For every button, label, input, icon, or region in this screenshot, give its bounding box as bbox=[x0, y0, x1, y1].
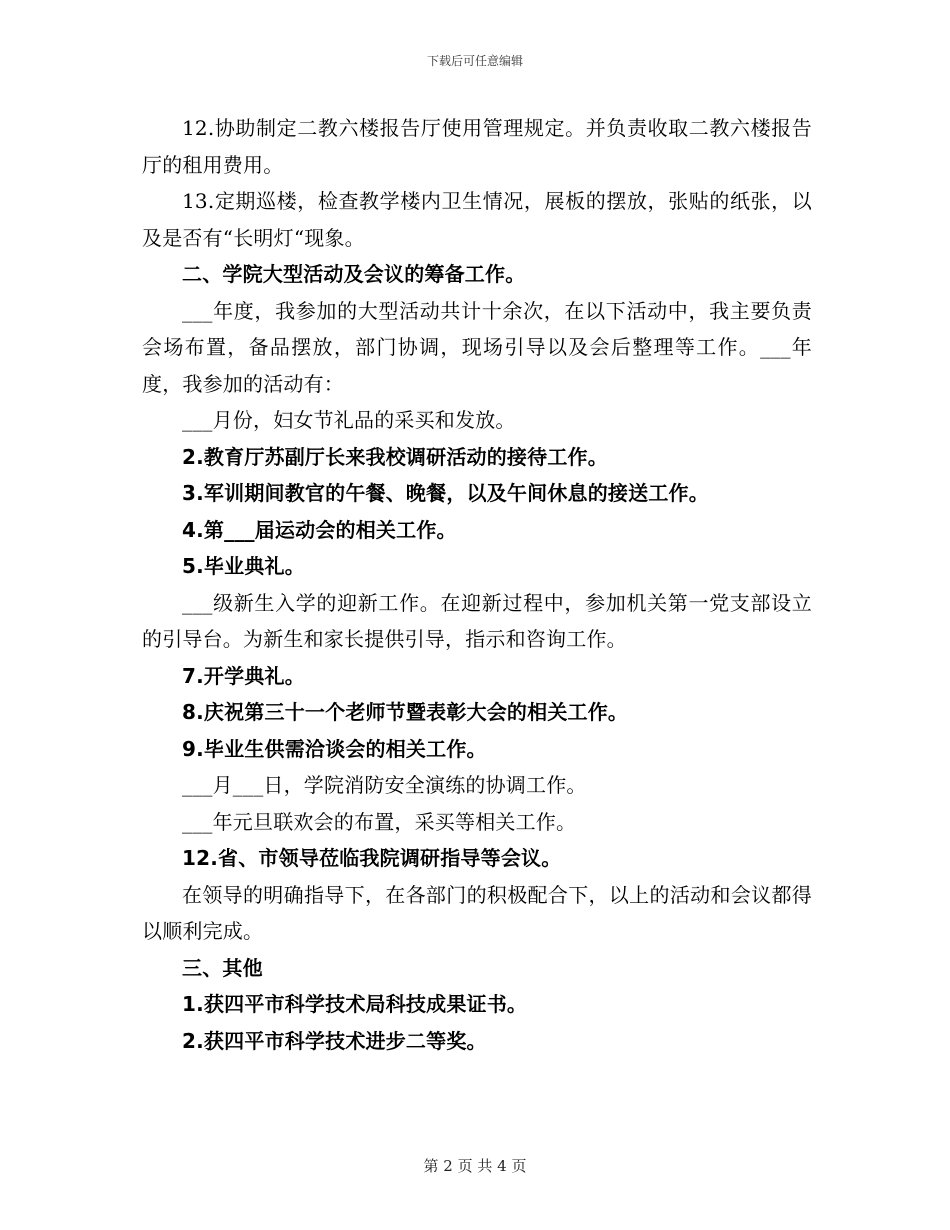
section-heading-2: 二、学院大型活动及会议的筹备工作。 bbox=[182, 262, 526, 286]
award-item-1: 1.获四平市科学技术局科技成果证书。 bbox=[182, 992, 528, 1016]
activity-item-12: 12.省、市领导莅临我院调研指导等会议。 bbox=[182, 846, 562, 870]
activity-item-2: 2.教育厅苏副厅长来我校调研活动的接待工作。 bbox=[182, 444, 608, 469]
activity-item-7: 7.开学典礼。 bbox=[182, 663, 305, 688]
paragraph-item-12: 12.协助制定二教六楼报告厅使用管理规定。并负责收取二教六楼报告厅的租用费用。 bbox=[142, 116, 812, 177]
section-heading-3: 三、其他 bbox=[182, 955, 263, 980]
activity-item-4: 4.第___届运动会的相关工作。 bbox=[182, 517, 457, 542]
activity-item-9: 9.毕业生供需洽谈会的相关工作。 bbox=[182, 736, 487, 761]
activity-item-1: ___月份，妇女节礼品的采买和发放。 bbox=[182, 408, 516, 432]
activity-item-3: 3.军训期间教官的午餐、晚餐，以及午间休息的接送工作。 bbox=[182, 481, 709, 505]
paragraph-item-13: 13.定期巡楼，检查教学楼内卫生情况，展板的摆放，张贴的纸张，以及是否有“长明灯“现象。 bbox=[142, 189, 812, 250]
activity-item-11: ___年元旦联欢会的布置，采买等相关工作。 bbox=[182, 809, 577, 834]
paragraph-activities-intro: ___年度，我参加的大型活动共计十余次，在以下活动中，我主要负责会场布置，备品摆放，部门协调，现场引导以及会后整理等工作。___年度，我参加的活动有： bbox=[142, 298, 812, 396]
activity-item-6: ___级新生入学的迎新工作。在迎新过程中，参加机关第一党支部设立的引导台。为新生和家长提供引导，指示和咨询工作。 bbox=[142, 590, 812, 651]
activity-item-10: ___月___日，学院消防安全演练的协调工作。 bbox=[182, 773, 587, 797]
page-header: 下载后可任意编辑 bbox=[426, 54, 523, 68]
activity-item-5: 5.毕业典礼。 bbox=[182, 554, 305, 578]
award-item-2: 2.获四平市科学技术进步二等奖。 bbox=[182, 1028, 487, 1053]
paragraph-summary: 在领导的明确指导下，在各部门的积极配合下，以上的活动和会议都得以顺利完成。 bbox=[142, 882, 812, 943]
page-footer: 第 2 页 共 4 页 bbox=[423, 1157, 527, 1175]
document-body bbox=[142, 110, 812, 1059]
activity-item-8: 8.庆祝第三十一个老师节暨表彰大会的相关工作。 bbox=[182, 700, 629, 724]
